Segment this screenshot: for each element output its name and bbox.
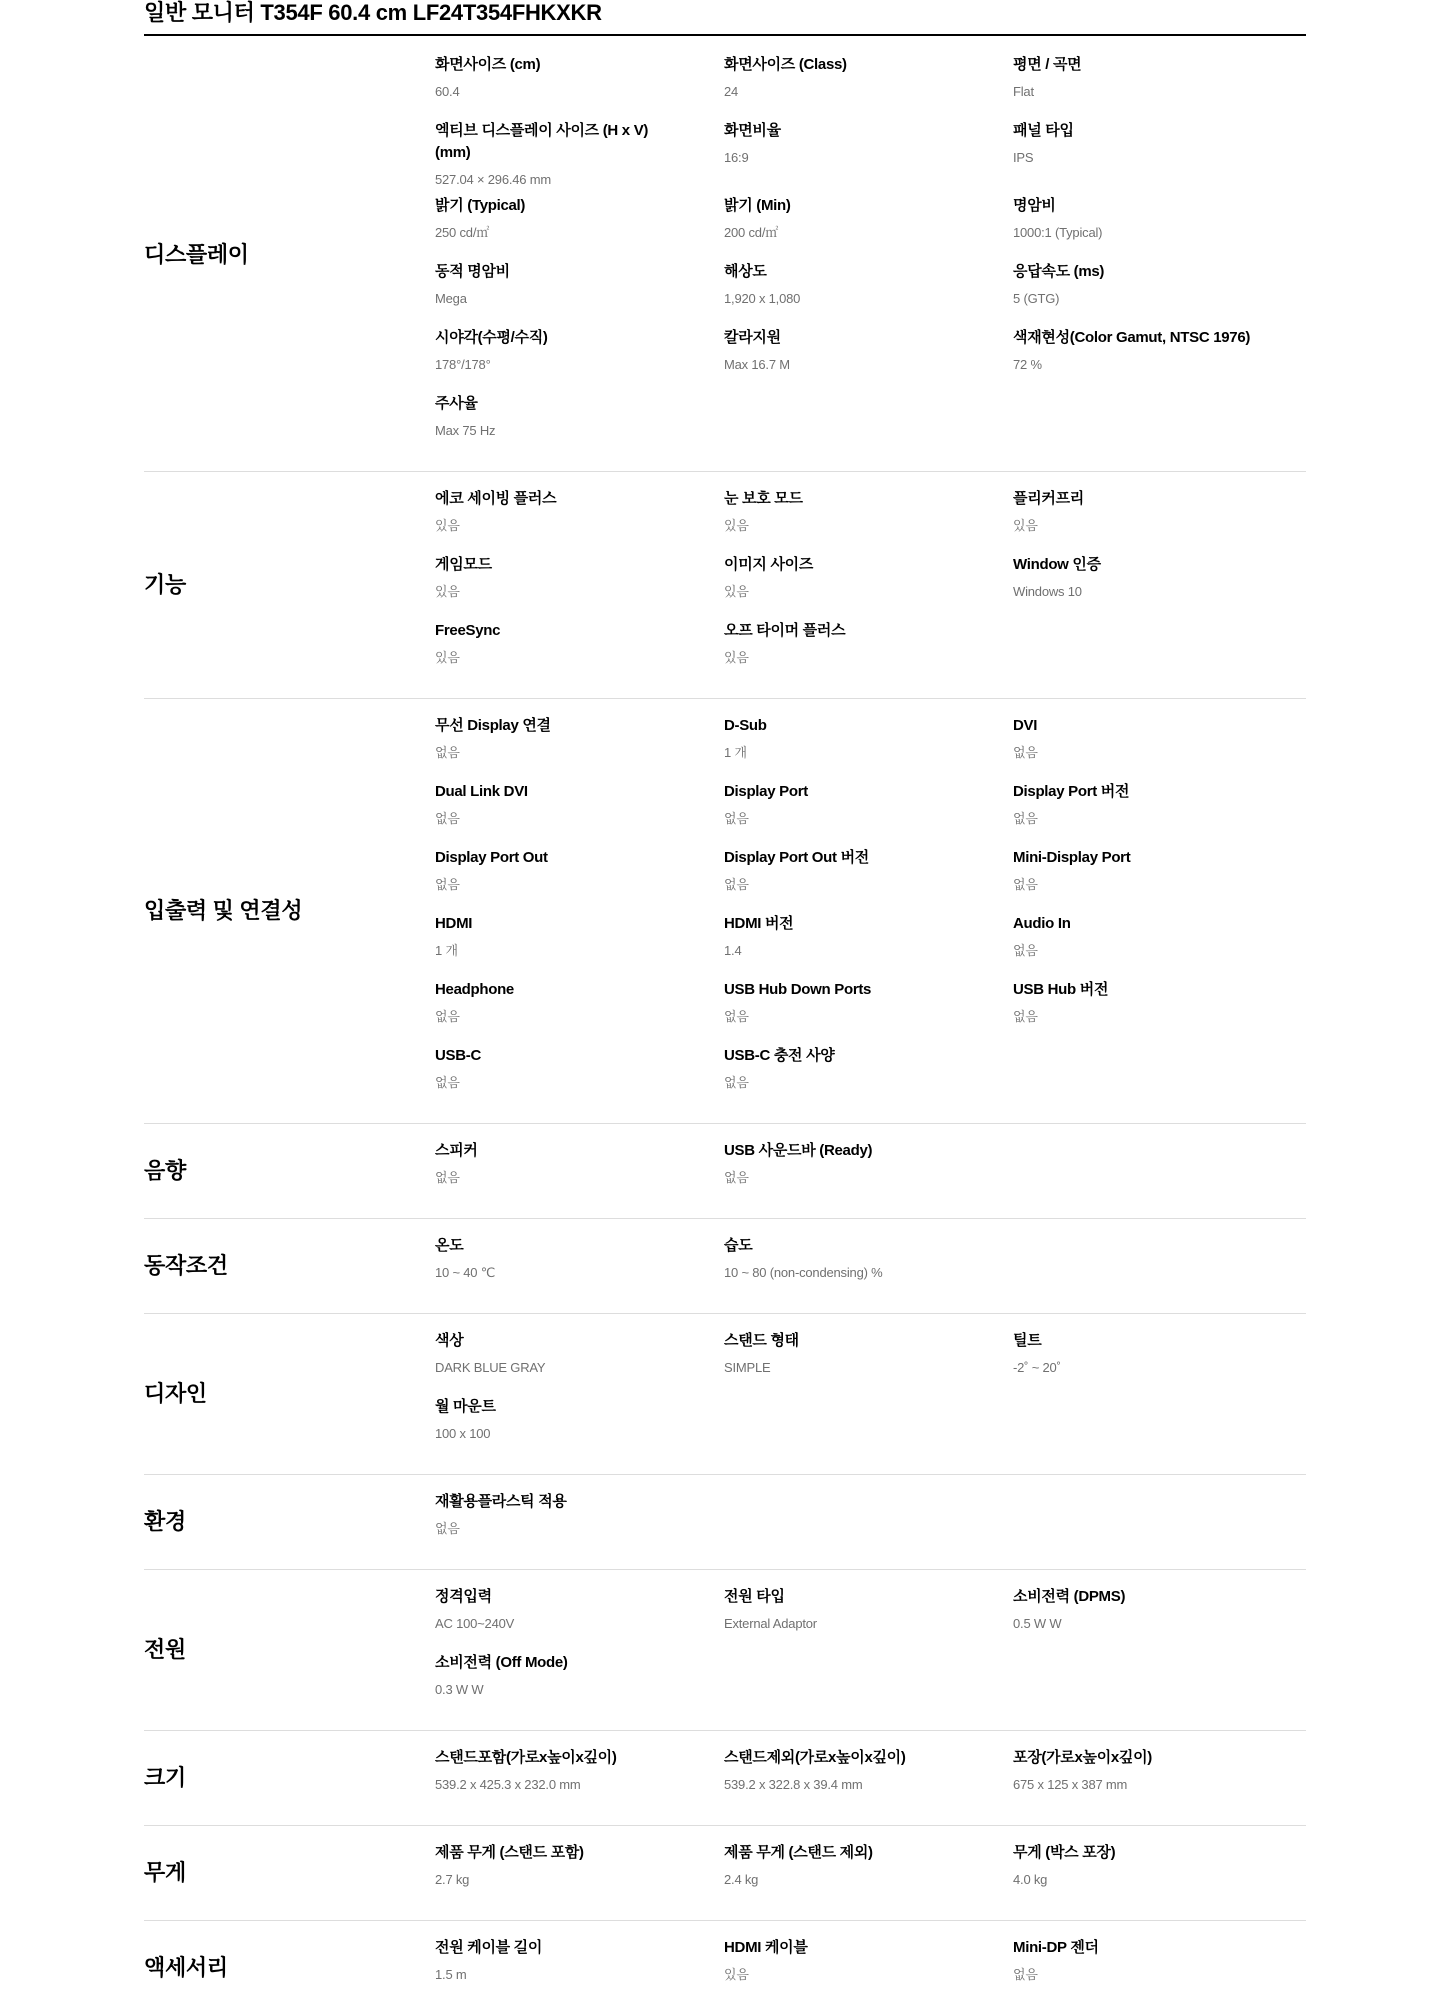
spec-item-value: 없음 xyxy=(724,1009,749,1024)
spec-item-label: 화면사이즈 (Class) xyxy=(724,56,847,73)
spec-item-label: HDMI 버전 xyxy=(724,915,794,932)
spec-item-label: 화면사이즈 (cm) xyxy=(435,56,541,73)
spec-item-label: 해상도 xyxy=(724,263,767,280)
spec-item-label: 정격입력 xyxy=(435,1588,492,1605)
spec-item xyxy=(435,554,724,620)
spec-item-value: 24 xyxy=(724,84,739,99)
spec-item-value: 있음 xyxy=(724,584,749,599)
spec-item xyxy=(435,393,724,459)
spec-item-value: 178°/178° xyxy=(435,357,491,372)
spec-item xyxy=(435,1491,724,1557)
spec-items xyxy=(435,1586,1305,1718)
spec-item-label: USB Hub Down Ports xyxy=(724,981,872,998)
spec-item xyxy=(435,1937,724,2003)
spec-item-value: Max 75 Hz xyxy=(435,423,496,438)
spec-items xyxy=(435,1330,1305,1462)
spec-item xyxy=(1013,1842,1302,1908)
spec-item-value: 1.5 m xyxy=(435,1967,467,1982)
spec-item-value: 10 ~ 40 ℃ xyxy=(435,1265,496,1280)
spec-item xyxy=(435,1652,724,1718)
spec-section-title: 디자인 xyxy=(144,1381,207,1406)
spec-item-label: USB-C xyxy=(435,1047,481,1064)
spec-item-label: Display Port 버전 xyxy=(1013,783,1130,800)
spec-item xyxy=(724,979,1013,1045)
spec-item-label: 플리커프리 xyxy=(1013,490,1084,507)
spec-item xyxy=(1013,120,1302,195)
spec-item xyxy=(435,847,724,913)
spec-item xyxy=(724,1140,1013,1206)
spec-item xyxy=(724,620,1013,686)
spec-item-value: -2˚ ~ 20˚ xyxy=(1013,1360,1061,1375)
spec-item-label: HDMI 케이블 xyxy=(724,1939,808,1956)
spec-header xyxy=(144,0,1306,36)
spec-items xyxy=(435,715,1305,1111)
spec-item-label: 틸트 xyxy=(1013,1332,1042,1349)
spec-item-value: 4.0 kg xyxy=(1013,1872,1048,1887)
spec-item-label: 화면비율 xyxy=(724,122,781,139)
spec-item-value: DARK BLUE GRAY xyxy=(435,1360,546,1375)
spec-section-title: 음향 xyxy=(144,1158,186,1183)
spec-item-label: Display Port xyxy=(724,783,808,800)
spec-item xyxy=(724,1330,1013,1396)
spec-item xyxy=(435,488,724,554)
spec-item-label: 오프 타이머 플러스 xyxy=(724,622,846,639)
spec-item-label: Window 인증 xyxy=(1013,556,1101,573)
spec-section-display xyxy=(144,38,1306,472)
spec-item xyxy=(435,781,724,847)
spec-item xyxy=(724,554,1013,620)
spec-item-value: Windows 10 xyxy=(1013,584,1082,599)
spec-section-title: 무게 xyxy=(144,1860,186,1885)
spec-items xyxy=(435,54,1305,459)
spec-section-dimension xyxy=(144,1731,1306,1826)
spec-item-label: 패널 타입 xyxy=(1013,122,1074,139)
spec-item-label: 제품 무게 (스탠드 제외) xyxy=(724,1844,873,1861)
spec-item xyxy=(1013,1586,1302,1652)
spec-item xyxy=(435,979,724,1045)
spec-item xyxy=(435,261,724,327)
spec-item-label: USB-C 충전 사양 xyxy=(724,1047,835,1064)
spec-item-label: 월 마운트 xyxy=(435,1398,496,1415)
spec-item xyxy=(1013,261,1302,327)
spec-item-value: 있음 xyxy=(435,518,460,533)
spec-item xyxy=(435,1747,724,1813)
spec-item xyxy=(435,1235,724,1301)
spec-item xyxy=(435,120,724,195)
spec-item xyxy=(1013,913,1302,979)
spec-section-title: 전원 xyxy=(144,1637,186,1662)
spec-item-value: 1000:1 (Typical) xyxy=(1013,225,1103,240)
spec-item-label: 전원 타입 xyxy=(724,1588,785,1605)
spec-item-value: 있음 xyxy=(724,518,749,533)
spec-section-title: 디스플레이 xyxy=(144,241,249,267)
spec-item-label: 온도 xyxy=(435,1237,464,1254)
spec-items xyxy=(435,1235,1305,1301)
spec-item-label: 밝기 (Min) xyxy=(724,197,791,214)
spec-item-value: 0.3 W W xyxy=(435,1682,484,1697)
spec-item xyxy=(724,195,1013,261)
spec-item-label: 스탠드포함(가로x높이x깊이) xyxy=(435,1749,617,1766)
spec-item-value: 2.7 kg xyxy=(435,1872,470,1887)
spec-item-label: 응답속도 (ms) xyxy=(1013,263,1105,280)
spec-section-function xyxy=(144,472,1306,699)
spec-items xyxy=(435,1842,1305,1908)
spec-item-label: Display Port Out xyxy=(435,849,548,866)
spec-item-value: 5 (GTG) xyxy=(1013,291,1060,306)
spec-item-label: Mini-Display Port xyxy=(1013,849,1131,866)
spec-item xyxy=(435,1396,724,1462)
spec-item-label: 평면 / 곡면 xyxy=(1013,56,1082,73)
spec-item-value: 없음 xyxy=(1013,877,1038,892)
spec-item-label: Display Port Out 버전 xyxy=(724,849,869,866)
spec-item xyxy=(435,1140,724,1206)
spec-item-label: Dual Link DVI xyxy=(435,783,528,800)
spec-item-value: 없음 xyxy=(724,1075,749,1090)
spec-list xyxy=(144,38,1306,2015)
spec-item xyxy=(435,54,724,120)
spec-item-label: 소비전력 (Off Mode) xyxy=(435,1654,568,1671)
spec-item-value: 없음 xyxy=(435,1521,460,1536)
spec-item-value: 있음 xyxy=(1013,518,1038,533)
spec-item-label: FreeSync xyxy=(435,622,501,639)
spec-item-label: 소비전력 (DPMS) xyxy=(1013,1588,1126,1605)
spec-item-value: 1 개 xyxy=(724,745,747,760)
spec-item-value: 없음 xyxy=(1013,1967,1038,1982)
spec-item-value: Flat xyxy=(1013,84,1034,99)
spec-item-value: 없음 xyxy=(1013,1009,1038,1024)
spec-item-label: USB 사운드바 (Ready) xyxy=(724,1142,873,1159)
spec-item-label: 재활용플라스틱 적용 xyxy=(435,1493,567,1510)
spec-item xyxy=(724,327,1013,393)
spec-item-value: 2.4 kg xyxy=(724,1872,759,1887)
spec-section-title: 입출력 및 연결성 xyxy=(144,898,303,923)
spec-item xyxy=(435,1842,724,1908)
spec-item-label: 스탠드 형태 xyxy=(724,1332,799,1349)
spec-item xyxy=(435,620,724,686)
spec-item-value: 없음 xyxy=(435,877,460,892)
spec-item xyxy=(435,327,724,393)
spec-item xyxy=(435,1586,724,1652)
spec-section-accessory xyxy=(144,1921,1306,2015)
spec-item-label: USB Hub 버전 xyxy=(1013,981,1109,998)
spec-items xyxy=(435,1937,1305,2003)
spec-item xyxy=(1013,195,1302,261)
spec-item xyxy=(1013,781,1302,847)
spec-item-value: AC 100~240V xyxy=(435,1616,515,1631)
spec-item-label: 밝기 (Typical) xyxy=(435,197,526,214)
spec-items xyxy=(435,488,1305,686)
spec-item xyxy=(435,195,724,261)
spec-item-value: 있음 xyxy=(724,650,749,665)
spec-item-value: 16:9 xyxy=(724,150,749,165)
spec-item-value: 10 ~ 80 (non-condensing) % xyxy=(724,1265,883,1280)
spec-item-label: 명암비 xyxy=(1013,197,1056,214)
spec-item xyxy=(1013,54,1302,120)
spec-item xyxy=(724,120,1013,195)
spec-item-value: SIMPLE xyxy=(724,1360,771,1375)
spec-item-label: 눈 보호 모드 xyxy=(724,490,803,507)
spec-item xyxy=(724,1937,1013,2003)
spec-item xyxy=(724,913,1013,979)
spec-item xyxy=(1013,1747,1302,1813)
spec-item-label: 무게 (박스 포장) xyxy=(1013,1844,1116,1861)
spec-item-value: 60.4 xyxy=(435,84,460,99)
spec-item xyxy=(1013,979,1302,1045)
spec-item-label: 색재현성(Color Gamut, NTSC 1976) xyxy=(1013,329,1251,346)
spec-item-value: 없음 xyxy=(724,877,749,892)
spec-item-value: 없음 xyxy=(435,1170,460,1185)
spec-section-title: 환경 xyxy=(144,1509,186,1534)
spec-item xyxy=(724,1045,1013,1111)
spec-item-label: 에코 세이빙 플러스 xyxy=(435,490,557,507)
spec-item-label: 시야각(수평/수직) xyxy=(435,329,548,346)
spec-item xyxy=(1013,715,1302,781)
spec-item-label: Mini-DP 젠더 xyxy=(1013,1939,1099,1956)
spec-item-label: 스탠드제외(가로x높이x깊이) xyxy=(724,1749,906,1766)
spec-item-label: HDMI xyxy=(435,915,473,932)
spec-item xyxy=(724,1586,1013,1652)
spec-item-value: 있음 xyxy=(435,584,460,599)
spec-item-value: 0.5 W W xyxy=(1013,1616,1062,1631)
spec-item-label: 이미지 사이즈 xyxy=(724,556,814,573)
spec-items xyxy=(435,1140,1305,1206)
spec-item xyxy=(724,1842,1013,1908)
spec-item-label: 습도 xyxy=(724,1237,753,1254)
spec-item-value: 없음 xyxy=(724,1170,749,1185)
spec-item xyxy=(724,261,1013,327)
spec-item-value: Max 16.7 M xyxy=(724,357,790,372)
spec-item-value: 200 cd/㎡ xyxy=(724,225,779,240)
spec-item-label: 무선 Display 연결 xyxy=(435,717,551,734)
spec-item-label: 색상 xyxy=(435,1332,464,1349)
spec-item-value: 없음 xyxy=(435,745,460,760)
spec-item xyxy=(435,913,724,979)
spec-item-label: 제품 무게 (스탠드 포함) xyxy=(435,1844,584,1861)
spec-item xyxy=(1013,847,1302,913)
spec-section-power xyxy=(144,1570,1306,1731)
page-title: 일반 모니터 T354F 60.4 cm LF24T354FHKXKR xyxy=(144,0,602,25)
spec-item xyxy=(1013,554,1302,620)
spec-item-value: 없음 xyxy=(1013,811,1038,826)
spec-item-value: External Adaptor xyxy=(724,1616,817,1631)
spec-item-value: 527.04 × 296.46 mm xyxy=(435,172,552,187)
spec-item xyxy=(1013,327,1302,393)
spec-item-label: D-Sub xyxy=(724,717,767,734)
spec-item-value: 1.4 xyxy=(724,943,742,958)
spec-section-title: 크기 xyxy=(144,1765,186,1790)
spec-item-value: 539.2 x 425.3 x 232.0 mm xyxy=(435,1777,581,1792)
spec-item-value: 있음 xyxy=(724,1967,749,1982)
spec-item-value: 100 x 100 xyxy=(435,1426,491,1441)
spec-item xyxy=(724,1235,1013,1301)
spec-item-value: 없음 xyxy=(435,1009,460,1024)
spec-item xyxy=(724,715,1013,781)
spec-section-connectivity xyxy=(144,699,1306,1124)
spec-item-value: 539.2 x 322.8 x 39.4 mm xyxy=(724,1777,863,1792)
spec-item-value: 675 x 125 x 387 mm xyxy=(1013,1777,1128,1792)
spec-item-label: 스피커 xyxy=(435,1142,478,1159)
spec-item-value: 1,920 x 1,080 xyxy=(724,291,801,306)
spec-item xyxy=(435,1330,724,1396)
spec-item-label: 포장(가로x높이x깊이) xyxy=(1013,1749,1152,1766)
spec-item xyxy=(435,715,724,781)
spec-section-audio xyxy=(144,1124,1306,1219)
spec-item-label: 동적 명암비 xyxy=(435,263,510,280)
spec-item-label: DVI xyxy=(1013,717,1038,734)
spec-item-value: 없음 xyxy=(435,811,460,826)
spec-item xyxy=(1013,488,1302,554)
spec-item xyxy=(435,1045,724,1111)
spec-item xyxy=(1013,1330,1302,1396)
spec-item-label: 게임모드 xyxy=(435,556,492,573)
spec-item-value: 없음 xyxy=(1013,943,1038,958)
spec-section-weight xyxy=(144,1826,1306,1921)
spec-section-title: 기능 xyxy=(144,572,186,597)
spec-item xyxy=(724,1747,1013,1813)
spec-item-value: 있음 xyxy=(435,650,460,665)
spec-item-label: Audio In xyxy=(1013,915,1071,932)
spec-item xyxy=(724,54,1013,120)
spec-section-title: 동작조건 xyxy=(144,1253,228,1278)
spec-item xyxy=(724,488,1013,554)
spec-items xyxy=(435,1747,1305,1813)
spec-section-design xyxy=(144,1314,1306,1475)
spec-item-value: 1 개 xyxy=(435,943,458,958)
spec-item-value: 250 cd/㎡ xyxy=(435,225,490,240)
spec-item-value: 없음 xyxy=(724,811,749,826)
spec-item-label: 전원 케이블 길이 xyxy=(435,1939,543,1956)
spec-item xyxy=(724,847,1013,913)
spec-item-value: 없음 xyxy=(435,1075,460,1090)
spec-item xyxy=(1013,1937,1302,2003)
spec-section-environment xyxy=(144,1475,1306,1570)
spec-item-label: 칼라지원 xyxy=(724,329,781,346)
spec-item-value: IPS xyxy=(1013,150,1034,165)
spec-section-operating-conditions xyxy=(144,1219,1306,1314)
spec-item-value: 없음 xyxy=(1013,745,1038,760)
spec-item-label: 엑티브 디스플레이 사이즈 (H x V) (mm) xyxy=(435,122,649,161)
spec-section-title: 액세서리 xyxy=(144,1955,228,1980)
spec-item-value: Mega xyxy=(435,291,467,306)
spec-items xyxy=(435,1491,1305,1557)
spec-item-label: 주사율 xyxy=(435,395,478,412)
spec-item-label: Headphone xyxy=(435,981,514,998)
spec-item xyxy=(724,781,1013,847)
spec-item-value: 72 % xyxy=(1013,357,1042,372)
